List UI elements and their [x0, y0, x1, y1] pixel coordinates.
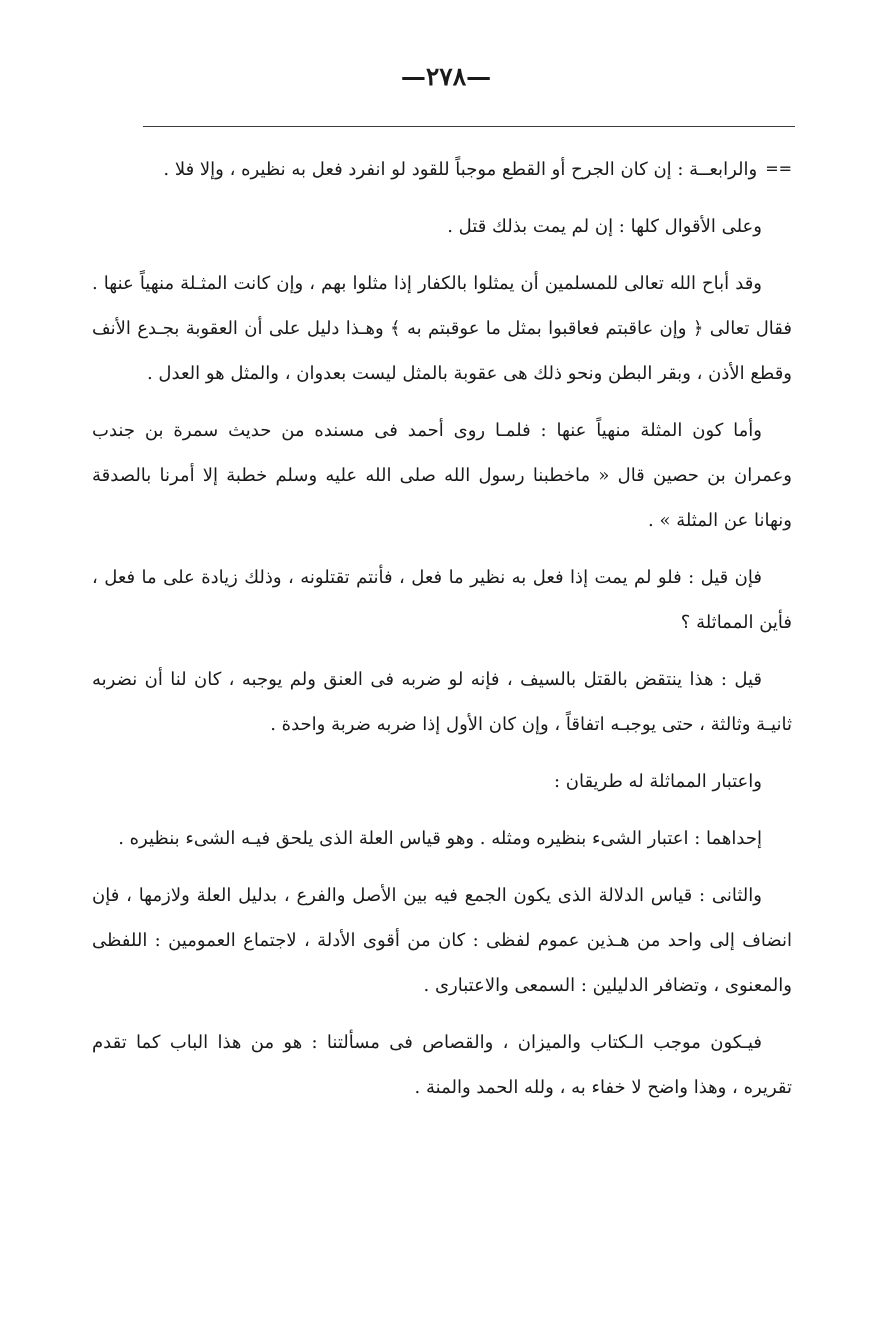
paragraph-text: والرابعــة : إن كان الجرح أو القطع موجباً للقود لو انفرد فعل به نظيره ، وإلا فلا . [163, 159, 758, 180]
header-divider [143, 126, 795, 127]
paragraph: قيل : هذا ينتقض بالقتل بالسيف ، فإنه لو ضربه فى العنق ولم يوجبه ، كان لنا أن نضربه ثانيـة وثالثة ، حتى يوجبـه اتفاقاً ، وإن كان الأول إذا ضربه ضربة واحدة . [92, 669, 792, 735]
page-number: —٢٧٨— [400, 62, 492, 91]
paragraph: وعلى الأقوال كلها : إن لم يمت بذلك قتل . [447, 216, 762, 237]
continuation-marker: == [765, 159, 792, 178]
paragraph: واعتبار المماثلة له طريقان : [553, 771, 762, 792]
body-text [92, 146, 792, 1122]
paragraph: والثانى : قياس الدلالة الذى يكون الجمع فيه بين الأصل والفرع ، بدليل العلة ولازمها ، فإن انضاف إلى واحد من هـذين عموم لفظى : كان من أقوى الأدلة ، لاجتماع العمومين : اللفظى والمعنوى ، وتضافر الدليلين : السمعى والاعتبارى . [92, 885, 792, 996]
paragraph: وقد أباح الله تعالى للمسلمين أن يمثلوا بالكفار إذا مثلوا بهم ، وإن كانت المثـلة منهياً عنها . فقال تعالى ﴿ وإن عاقبتم فعاقبوا بمثل ما عوقبتم به ﴾ وهـذا دليل على أن العقوبة بجـدع الأنف وقطع الأذن ، وبقر البطن ونحو ذلك هى عقوبة بالمثل ليست بعدوان ، والمثل هو العدل . [92, 273, 792, 384]
paragraph: إحداهما : اعتبار الشىء بنظيره ومثله . وهو قياس العلة الذى يلحق فيـه الشىء بنظيره . [118, 828, 762, 849]
paragraph [92, 146, 792, 192]
paragraph: فإن قيل : فلو لم يمت إذا فعل به نظير ما فعل ، فأنتم تقتلونه ، وذلك زيادة على ما فعل ، فأين المماثلة ؟ [92, 567, 792, 633]
paragraph: وأما كون المثلة منهياً عنها : فلمـا روى أحمد فى مسنده من حديث سمرة بن جندب وعمران بن حصين قال « ماخطبنا رسول الله صلى الله عليه وسلم خطبة إلا أمرنا بالصدقة ونهانا عن المثلة » . [92, 420, 792, 531]
paragraph: فيـكون موجب الـكتاب والميزان ، والقصاص فى مسألتنا : هو من هذا الباب كما تقدم تقريره ، وهذا واضح لا خفاء به ، ولله الحمد والمنة . [92, 1032, 792, 1098]
